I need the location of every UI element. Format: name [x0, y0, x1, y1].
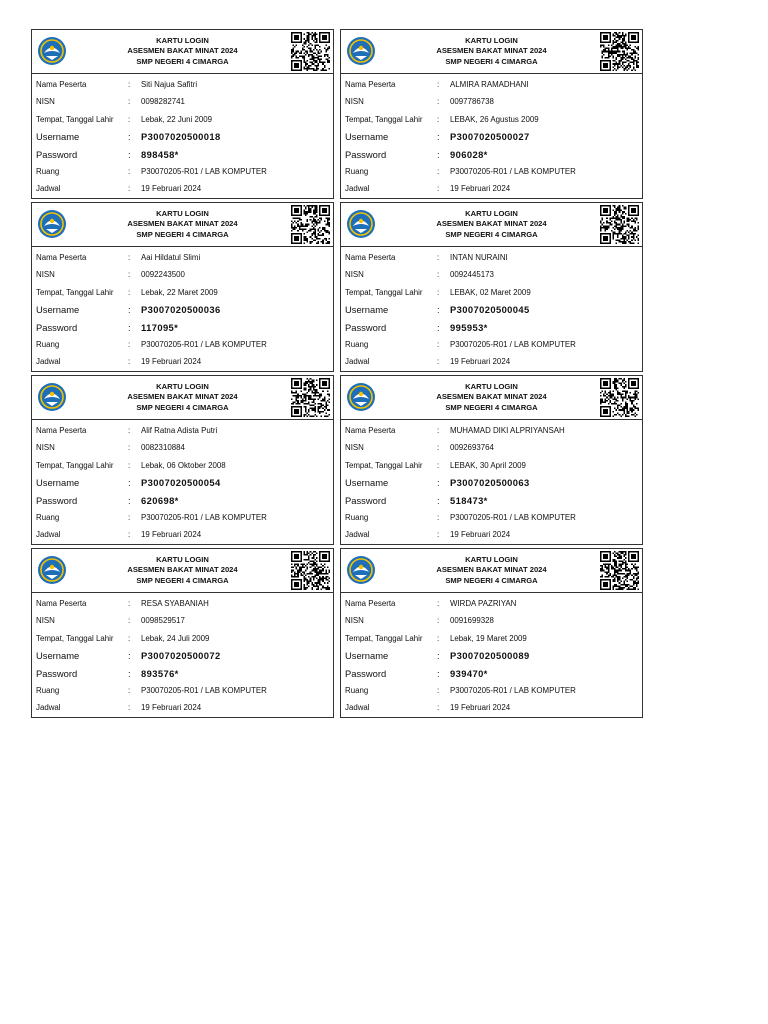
- participant-username: P3007020500089: [450, 650, 530, 662]
- field-row-name: [345, 249, 642, 266]
- participant-room: P30070205-R01 / LAB KOMPUTER: [141, 166, 267, 176]
- field-colon: :: [437, 426, 440, 435]
- participant-birth: LEBAK, 26 Agustus 2009: [450, 114, 539, 124]
- login-card: [31, 548, 334, 718]
- card-subtitle: ASESMEN BAKAT MINAT 2024: [436, 46, 547, 56]
- field-row-schedule: [345, 699, 642, 716]
- field-row-nisn: [36, 266, 333, 283]
- participant-password: 995953*: [450, 321, 488, 333]
- card-fields: [32, 420, 333, 544]
- field-label: Username: [36, 304, 80, 316]
- card-school: SMP NEGERI 4 CIMARGA: [136, 56, 229, 66]
- card-title: KARTU LOGIN: [465, 382, 518, 391]
- card-fields: [32, 247, 333, 371]
- tut-wuri-handayani-logo-icon: [346, 209, 376, 239]
- field-row-username: [36, 474, 333, 491]
- field-row-username: [345, 647, 642, 664]
- tut-wuri-handayani-logo-icon: [37, 36, 67, 66]
- card-title-block: [381, 36, 602, 67]
- card-school: SMP NEGERI 4 CIMARGA: [445, 575, 538, 585]
- field-colon: :: [437, 667, 440, 679]
- field-label: NISN: [345, 616, 364, 626]
- field-colon: :: [437, 616, 440, 626]
- field-row-name: [36, 422, 333, 439]
- field-colon: :: [128, 650, 131, 662]
- card-header: [341, 203, 642, 247]
- field-label: Tempat, Tanggal Lahir: [345, 114, 423, 124]
- participant-schedule: 19 Februari 2024: [450, 184, 511, 194]
- field-colon: :: [128, 426, 131, 435]
- card-school: SMP NEGERI 4 CIMARGA: [445, 56, 538, 66]
- participant-username: P3007020500036: [141, 304, 221, 316]
- field-label: Jadwal: [36, 703, 61, 713]
- participant-name: Siti Najua Safitri: [141, 80, 198, 89]
- field-colon: :: [437, 530, 440, 540]
- card-school: SMP NEGERI 4 CIMARGA: [136, 402, 229, 412]
- field-label: Ruang: [36, 166, 60, 176]
- field-row-nisn: [345, 93, 642, 110]
- field-colon: :: [128, 148, 131, 160]
- field-colon: :: [437, 114, 440, 124]
- field-row-room: [345, 163, 642, 180]
- field-colon: :: [128, 460, 131, 470]
- field-row-username: [36, 647, 333, 664]
- field-label: Password: [345, 321, 387, 333]
- participant-schedule: 19 Februari 2024: [450, 357, 511, 367]
- card-school: SMP NEGERI 4 CIMARGA: [136, 229, 229, 239]
- card-title-block: [381, 382, 602, 413]
- field-row-birth: [36, 457, 333, 474]
- field-label: Nama Peserta: [345, 426, 396, 435]
- field-colon: :: [128, 685, 131, 695]
- field-label: Password: [36, 667, 78, 679]
- card-school: SMP NEGERI 4 CIMARGA: [445, 402, 538, 412]
- participant-nisn: 0097786738: [450, 97, 494, 107]
- participant-password: 893576*: [141, 667, 179, 679]
- field-label: Ruang: [345, 339, 369, 349]
- field-label: Nama Peserta: [345, 599, 396, 608]
- card-subtitle: ASESMEN BAKAT MINAT 2024: [436, 392, 547, 402]
- field-colon: :: [437, 339, 440, 349]
- field-label: Password: [345, 494, 387, 506]
- qr-code-icon: [291, 32, 330, 71]
- field-colon: :: [128, 321, 131, 333]
- field-label: Username: [36, 131, 80, 143]
- field-label: Jadwal: [36, 357, 61, 367]
- field-colon: :: [128, 633, 131, 643]
- field-colon: :: [437, 633, 440, 643]
- field-label: Jadwal: [36, 530, 61, 540]
- field-row-nisn: [36, 93, 333, 110]
- field-colon: :: [128, 530, 131, 540]
- card-title-block: [72, 36, 293, 67]
- field-label: Ruang: [345, 512, 369, 522]
- field-label: Tempat, Tanggal Lahir: [36, 287, 114, 297]
- field-label: Tempat, Tanggal Lahir: [345, 460, 423, 470]
- card-header: [341, 30, 642, 74]
- field-row-password: [345, 319, 642, 336]
- tut-wuri-handayani-logo-icon: [346, 36, 376, 66]
- participant-birth: Lebak, 22 Juni 2009: [141, 114, 213, 124]
- field-colon: :: [128, 357, 131, 367]
- participant-name: ALMIRA RAMADHANI: [450, 80, 529, 89]
- field-row-password: [36, 492, 333, 509]
- field-label: Nama Peserta: [345, 253, 396, 262]
- field-colon: :: [128, 599, 131, 608]
- field-colon: :: [128, 703, 131, 713]
- field-label: Tempat, Tanggal Lahir: [345, 287, 423, 297]
- field-label: Tempat, Tanggal Lahir: [36, 460, 114, 470]
- participant-password: 906028*: [450, 148, 488, 160]
- field-row-birth: [345, 284, 642, 301]
- card-title-block: [72, 555, 293, 586]
- field-colon: :: [128, 443, 131, 453]
- field-label: Jadwal: [345, 703, 370, 713]
- field-colon: :: [437, 321, 440, 333]
- participant-username: P3007020500054: [141, 477, 221, 489]
- qr-code-icon: [291, 551, 330, 590]
- field-row-room: [36, 682, 333, 699]
- field-colon: :: [128, 131, 131, 143]
- field-row-room: [345, 509, 642, 526]
- participant-password: 518473*: [450, 494, 488, 506]
- field-row-nisn: [36, 612, 333, 629]
- field-label: Ruang: [345, 685, 369, 695]
- participant-nisn: 0092693764: [450, 443, 494, 453]
- card-title: KARTU LOGIN: [465, 555, 518, 564]
- participant-name: WIRDA PAZRIYAN: [450, 599, 517, 608]
- qr-code-icon: [291, 205, 330, 244]
- card-header: [32, 376, 333, 420]
- field-row-birth: [345, 111, 642, 128]
- field-row-nisn: [36, 439, 333, 456]
- participant-password: 620698*: [141, 494, 179, 506]
- participant-name: MUHAMAD DIKI ALPRIYANSAH: [450, 426, 565, 435]
- field-colon: :: [437, 512, 440, 522]
- participant-username: P3007020500018: [141, 131, 221, 143]
- field-row-birth: [345, 457, 642, 474]
- participant-birth: LEBAK, 30 April 2009: [450, 460, 526, 470]
- field-colon: :: [437, 270, 440, 280]
- field-colon: :: [437, 460, 440, 470]
- field-colon: :: [437, 253, 440, 262]
- field-row-nisn: [345, 612, 642, 629]
- card-subtitle: ASESMEN BAKAT MINAT 2024: [127, 565, 238, 575]
- participant-name: Aai Hildatul Slimi: [141, 253, 201, 262]
- login-card: [340, 375, 643, 545]
- field-row-birth: [36, 630, 333, 647]
- qr-code-icon: [600, 205, 639, 244]
- card-title-block: [72, 382, 293, 413]
- card-title: KARTU LOGIN: [465, 36, 518, 45]
- participant-birth: Lebak, 22 Maret 2009: [141, 287, 218, 297]
- field-row-birth: [36, 111, 333, 128]
- field-colon: :: [437, 97, 440, 107]
- card-title: KARTU LOGIN: [156, 36, 209, 45]
- field-label: Nama Peserta: [36, 426, 87, 435]
- field-row-name: [345, 595, 642, 612]
- field-colon: :: [128, 270, 131, 280]
- field-row-name: [36, 595, 333, 612]
- participant-schedule: 19 Februari 2024: [141, 184, 202, 194]
- field-colon: :: [437, 599, 440, 608]
- card-subtitle: ASESMEN BAKAT MINAT 2024: [436, 565, 547, 575]
- field-row-username: [345, 301, 642, 318]
- field-row-nisn: [345, 266, 642, 283]
- field-label: Username: [36, 650, 80, 662]
- participant-schedule: 19 Februari 2024: [141, 703, 202, 713]
- field-colon: :: [128, 166, 131, 176]
- field-row-password: [345, 146, 642, 163]
- field-colon: :: [128, 512, 131, 522]
- field-row-username: [345, 128, 642, 145]
- card-school: SMP NEGERI 4 CIMARGA: [136, 575, 229, 585]
- participant-username: P3007020500045: [450, 304, 530, 316]
- card-fields: [341, 420, 642, 544]
- tut-wuri-handayani-logo-icon: [37, 209, 67, 239]
- field-colon: :: [437, 443, 440, 453]
- field-colon: :: [437, 148, 440, 160]
- field-row-birth: [36, 284, 333, 301]
- field-row-room: [345, 336, 642, 353]
- login-card: [31, 375, 334, 545]
- field-colon: :: [437, 131, 440, 143]
- participant-password: 939470*: [450, 667, 488, 679]
- participant-nisn: 0082310884: [141, 443, 185, 453]
- participant-name: INTAN NURAINI: [450, 253, 508, 262]
- field-colon: :: [437, 80, 440, 89]
- participant-nisn: 0098282741: [141, 97, 185, 107]
- field-colon: :: [437, 477, 440, 489]
- field-colon: :: [437, 304, 440, 316]
- field-row-password: [345, 492, 642, 509]
- field-row-name: [36, 249, 333, 266]
- field-colon: :: [437, 166, 440, 176]
- card-title: KARTU LOGIN: [156, 555, 209, 564]
- card-subtitle: ASESMEN BAKAT MINAT 2024: [127, 46, 238, 56]
- field-colon: :: [437, 287, 440, 297]
- card-fields: [341, 74, 642, 198]
- field-row-birth: [345, 630, 642, 647]
- participant-birth: Lebak, 19 Maret 2009: [450, 633, 527, 643]
- qr-code-icon: [600, 551, 639, 590]
- card-header: [341, 549, 642, 593]
- field-label: Tempat, Tanggal Lahir: [36, 633, 114, 643]
- participant-room: P30070205-R01 / LAB KOMPUTER: [450, 339, 576, 349]
- field-row-name: [345, 76, 642, 93]
- field-colon: :: [128, 114, 131, 124]
- qr-code-icon: [600, 32, 639, 71]
- card-header: [32, 30, 333, 74]
- card-title-block: [381, 555, 602, 586]
- participant-username: P3007020500063: [450, 477, 530, 489]
- field-label: Nama Peserta: [345, 80, 396, 89]
- field-row-room: [36, 336, 333, 353]
- field-row-name: [345, 422, 642, 439]
- field-label: Jadwal: [345, 184, 370, 194]
- field-row-schedule: [36, 526, 333, 543]
- participant-schedule: 19 Februari 2024: [450, 530, 511, 540]
- participant-nisn: 0092243500: [141, 270, 185, 280]
- card-subtitle: ASESMEN BAKAT MINAT 2024: [127, 392, 238, 402]
- card-header: [32, 203, 333, 247]
- card-header: [341, 376, 642, 420]
- field-row-password: [345, 665, 642, 682]
- login-card: [340, 202, 643, 372]
- participant-schedule: 19 Februari 2024: [141, 357, 202, 367]
- field-label: Username: [36, 477, 80, 489]
- field-label: Nama Peserta: [36, 599, 87, 608]
- field-row-schedule: [345, 180, 642, 197]
- field-row-schedule: [345, 353, 642, 370]
- card-title: KARTU LOGIN: [156, 382, 209, 391]
- field-row-schedule: [36, 699, 333, 716]
- card-title: KARTU LOGIN: [465, 209, 518, 218]
- field-colon: :: [128, 339, 131, 349]
- field-colon: :: [128, 80, 131, 89]
- field-label: Nama Peserta: [36, 253, 87, 262]
- field-label: Nama Peserta: [36, 80, 87, 89]
- participant-name: RESA SYABANIAH: [141, 599, 209, 608]
- participant-room: P30070205-R01 / LAB KOMPUTER: [450, 512, 576, 522]
- field-colon: :: [437, 184, 440, 194]
- field-row-username: [345, 474, 642, 491]
- participant-nisn: 0091699328: [450, 616, 494, 626]
- field-row-room: [36, 163, 333, 180]
- tut-wuri-handayani-logo-icon: [346, 555, 376, 585]
- field-colon: :: [437, 685, 440, 695]
- card-fields: [341, 247, 642, 371]
- qr-code-icon: [291, 378, 330, 417]
- field-label: Password: [345, 148, 387, 160]
- field-label: Ruang: [36, 339, 60, 349]
- field-row-password: [36, 146, 333, 163]
- participant-birth: LEBAK, 02 Maret 2009: [450, 287, 531, 297]
- field-colon: :: [128, 97, 131, 107]
- participant-nisn: 0098529517: [141, 616, 185, 626]
- field-label: NISN: [345, 443, 364, 453]
- field-colon: :: [437, 703, 440, 713]
- login-card: [31, 202, 334, 372]
- participant-name: Alif Ratna Adista Putri: [141, 426, 218, 435]
- participant-password: 898458*: [141, 148, 179, 160]
- field-row-password: [36, 319, 333, 336]
- login-card: [31, 29, 334, 199]
- field-label: Tempat, Tanggal Lahir: [345, 633, 423, 643]
- field-row-room: [345, 682, 642, 699]
- participant-room: P30070205-R01 / LAB KOMPUTER: [141, 512, 267, 522]
- participant-schedule: 19 Februari 2024: [450, 703, 511, 713]
- field-row-password: [36, 665, 333, 682]
- field-label: Username: [345, 650, 389, 662]
- field-colon: :: [437, 650, 440, 662]
- tut-wuri-handayani-logo-icon: [346, 382, 376, 412]
- field-colon: :: [437, 357, 440, 367]
- card-school: SMP NEGERI 4 CIMARGA: [445, 229, 538, 239]
- card-fields: [32, 593, 333, 717]
- participant-room: P30070205-R01 / LAB KOMPUTER: [450, 166, 576, 176]
- field-label: Password: [36, 321, 78, 333]
- field-colon: :: [128, 494, 131, 506]
- field-colon: :: [128, 253, 131, 262]
- field-row-schedule: [345, 526, 642, 543]
- card-title-block: [381, 209, 602, 240]
- card-subtitle: ASESMEN BAKAT MINAT 2024: [436, 219, 547, 229]
- field-colon: :: [437, 494, 440, 506]
- field-label: Password: [345, 667, 387, 679]
- field-label: Username: [345, 131, 389, 143]
- participant-password: 117095*: [141, 321, 179, 333]
- field-colon: :: [128, 616, 131, 626]
- field-colon: :: [128, 477, 131, 489]
- tut-wuri-handayani-logo-icon: [37, 555, 67, 585]
- field-label: Password: [36, 148, 78, 160]
- field-label: NISN: [36, 97, 55, 107]
- card-title-block: [72, 209, 293, 240]
- card-header: [32, 549, 333, 593]
- participant-room: P30070205-R01 / LAB KOMPUTER: [141, 685, 267, 695]
- field-row-username: [36, 301, 333, 318]
- field-colon: :: [128, 287, 131, 297]
- field-row-name: [36, 76, 333, 93]
- field-label: Ruang: [36, 685, 60, 695]
- participant-schedule: 19 Februari 2024: [141, 530, 202, 540]
- field-colon: :: [128, 184, 131, 194]
- field-label: Username: [345, 477, 389, 489]
- participant-username: P3007020500072: [141, 650, 221, 662]
- field-colon: :: [128, 667, 131, 679]
- field-row-username: [36, 128, 333, 145]
- participant-username: P3007020500027: [450, 131, 530, 143]
- field-label: Jadwal: [36, 184, 61, 194]
- card-subtitle: ASESMEN BAKAT MINAT 2024: [127, 219, 238, 229]
- field-colon: :: [128, 304, 131, 316]
- field-row-schedule: [36, 353, 333, 370]
- field-row-schedule: [36, 180, 333, 197]
- field-label: NISN: [345, 97, 364, 107]
- field-label: NISN: [36, 270, 55, 280]
- participant-nisn: 0092445173: [450, 270, 494, 280]
- card-title: KARTU LOGIN: [156, 209, 209, 218]
- field-label: NISN: [36, 616, 55, 626]
- field-label: Tempat, Tanggal Lahir: [36, 114, 114, 124]
- field-label: Password: [36, 494, 78, 506]
- participant-room: P30070205-R01 / LAB KOMPUTER: [450, 685, 576, 695]
- field-label: Username: [345, 304, 389, 316]
- field-label: NISN: [36, 443, 55, 453]
- participant-room: P30070205-R01 / LAB KOMPUTER: [141, 339, 267, 349]
- field-label: Jadwal: [345, 357, 370, 367]
- participant-birth: Lebak, 06 Oktober 2008: [141, 460, 226, 470]
- participant-birth: Lebak, 24 Juli 2009: [141, 633, 210, 643]
- qr-code-icon: [600, 378, 639, 417]
- login-card: [340, 548, 643, 718]
- field-label: Ruang: [36, 512, 60, 522]
- login-card: [340, 29, 643, 199]
- card-fields: [341, 593, 642, 717]
- field-label: Jadwal: [345, 530, 370, 540]
- field-label: Ruang: [345, 166, 369, 176]
- field-label: NISN: [345, 270, 364, 280]
- tut-wuri-handayani-logo-icon: [37, 382, 67, 412]
- field-row-nisn: [345, 439, 642, 456]
- field-row-room: [36, 509, 333, 526]
- card-fields: [32, 74, 333, 198]
